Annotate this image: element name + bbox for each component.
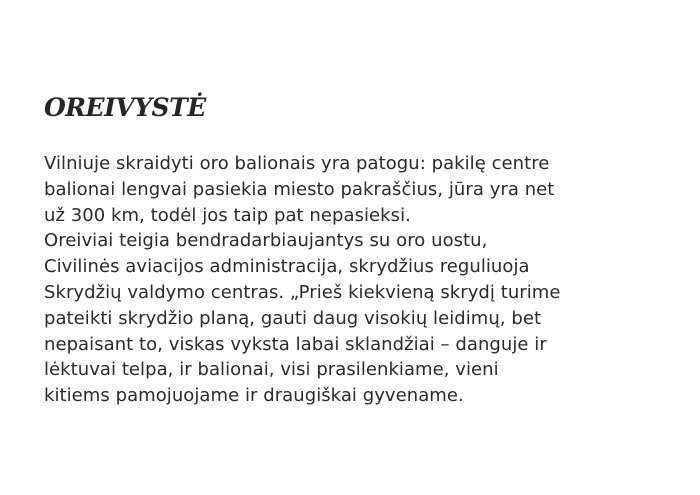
body-line: kitiems pamojuojame ir draugiškai gyvename. bbox=[44, 385, 464, 407]
article-heading: OREIVYSTĖ bbox=[44, 93, 206, 122]
body-line: nepaisant to, viskas vyksta labai sklandžiai – danguje ir bbox=[44, 333, 547, 355]
body-line: lėktuvai telpa, ir balionai, visi prasilenkiame, vieni bbox=[44, 359, 499, 381]
body-line: Oreiviai teigia bendradarbiaujantys su oro uostu, bbox=[44, 230, 488, 252]
body-line: už 300 km, todėl jos taip pat nepasieksi. bbox=[44, 204, 411, 226]
body-line: balionai lengvai pasiekia miesto pakraščius, jūra yra net bbox=[44, 178, 555, 200]
body-line: pateikti skrydžio planą, gauti daug visokių leidimų, bet bbox=[44, 307, 542, 329]
body-line: Civilinės aviacijos administracija, skrydžius reguliuoja bbox=[44, 256, 530, 278]
body-line: Vilniuje skraidyti oro balionais yra patogu: pakilę centre bbox=[44, 153, 550, 174]
body-line: Skrydžių valdymo centras. „Prieš kiekvieną skrydį turime bbox=[44, 281, 561, 303]
article-body bbox=[44, 151, 684, 409]
